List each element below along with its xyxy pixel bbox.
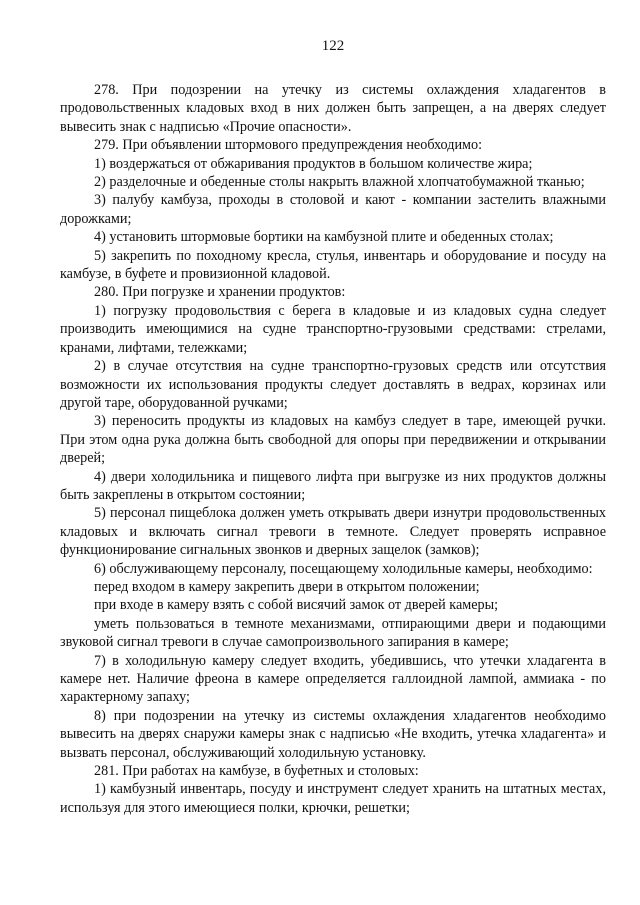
sub-item: перед входом в камеру закрепить двери в открытом положении; [94, 578, 480, 595]
list-item: 2) разделочные и обеденные столы накрыть влажной хлопчатобумажной тканью; [94, 174, 585, 191]
paragraph-279: 279. При объявлении штормового предупреждения необходимо: [94, 137, 483, 154]
list-item: 5) закрепить по походному кресла, стулья, инвентарь и оборудование и посуду на камбузе, в буфете и провизионной кладовой. [60, 247, 606, 283]
document-body [60, 81, 606, 817]
paragraph-281: 281. При работах на камбузе, в буфетных и столовых: [94, 763, 419, 780]
list-item: 1) камбузный инвентарь, посуду и инструмент следует хранить на штатных местах, используя для этого имеющиеся полки, крючки, решетки; [60, 781, 606, 816]
list-item: 1) воздержаться от обжаривания продуктов в большом количестве жира; [94, 155, 533, 172]
list-item: 8) при подозрении на утечку из системы охлаждения хладагентов необходимо вывесить на дверях снаружи камеры знак с надписью «Не входить, утечка хладагента» и вызвать персонал, обслуживающий холодильную установку. [60, 707, 606, 761]
paragraph-280: 280. При погрузке и хранении продуктов: [94, 284, 346, 301]
sub-item: при входе в камеру взять с собой висячий замок от дверей камеры; [94, 597, 499, 614]
list-item: 3) палубу камбуза, проходы в столовой и кают - компании застелить влажными дорожками; [60, 192, 606, 227]
page-number: 122 [321, 38, 345, 54]
paragraph-278: 278. При подозрении на утечку из системы охлаждения хладагентов в продовольственных кладовых вход в них должен быть запрещен, а на дверях следует вывесить знак с надписью «Прочие опасности». [60, 82, 606, 135]
list-item: 6) обслуживающему персоналу, посещающему холодильные камеры, необходимо: [94, 560, 593, 577]
list-item: 7) в холодильную камеру следует входить, убедившись, что утечки хладагента в камере нет. Наличие фреона в камере определяется галлоидной лампой, аммиака - по характерному запаху; [60, 652, 606, 706]
list-item: 3) переносить продукты из кладовых на камбуз следует в таре, имеющей ручки. При этом одна рука должна быть свободной для опоры при передвижении и открывании дверей; [60, 413, 606, 467]
list-item: 1) погрузку продовольствия с берега в кладовые и из кладовых судна следует производить имеющимися на судне транспортно-грузовыми средствами: стрелами, кранами, лифтами, тележками; [60, 302, 606, 356]
sub-item: уметь пользоваться в темноте механизмами, отпирающими двери и подающими звуковой сигнал тревоги в случае самопроизвольного запирания в камере; [60, 615, 606, 651]
list-item: 4) установить штормовые бортики на камбузной плите и обеденных столах; [94, 229, 554, 246]
list-item: 5) персонал пищеблока должен уметь открывать двери изнутри продовольственных кладовых и включать сигнал тревоги в темноте. Следует проверять исправное функционирование сигнальных звонков и дверных защелок (замков); [60, 505, 606, 559]
list-item: 4) двери холодильника и пищевого лифта при выгрузке из них продуктов должны быть закреплены в открытом состоянии; [60, 468, 606, 503]
list-item: 2) в случае отсутствия на судне транспортно-грузовых средств или отсутствия возможности их использования продукты следует доставлять в ведрах, корзинах или другой таре, оборудованной ручками; [60, 358, 606, 411]
